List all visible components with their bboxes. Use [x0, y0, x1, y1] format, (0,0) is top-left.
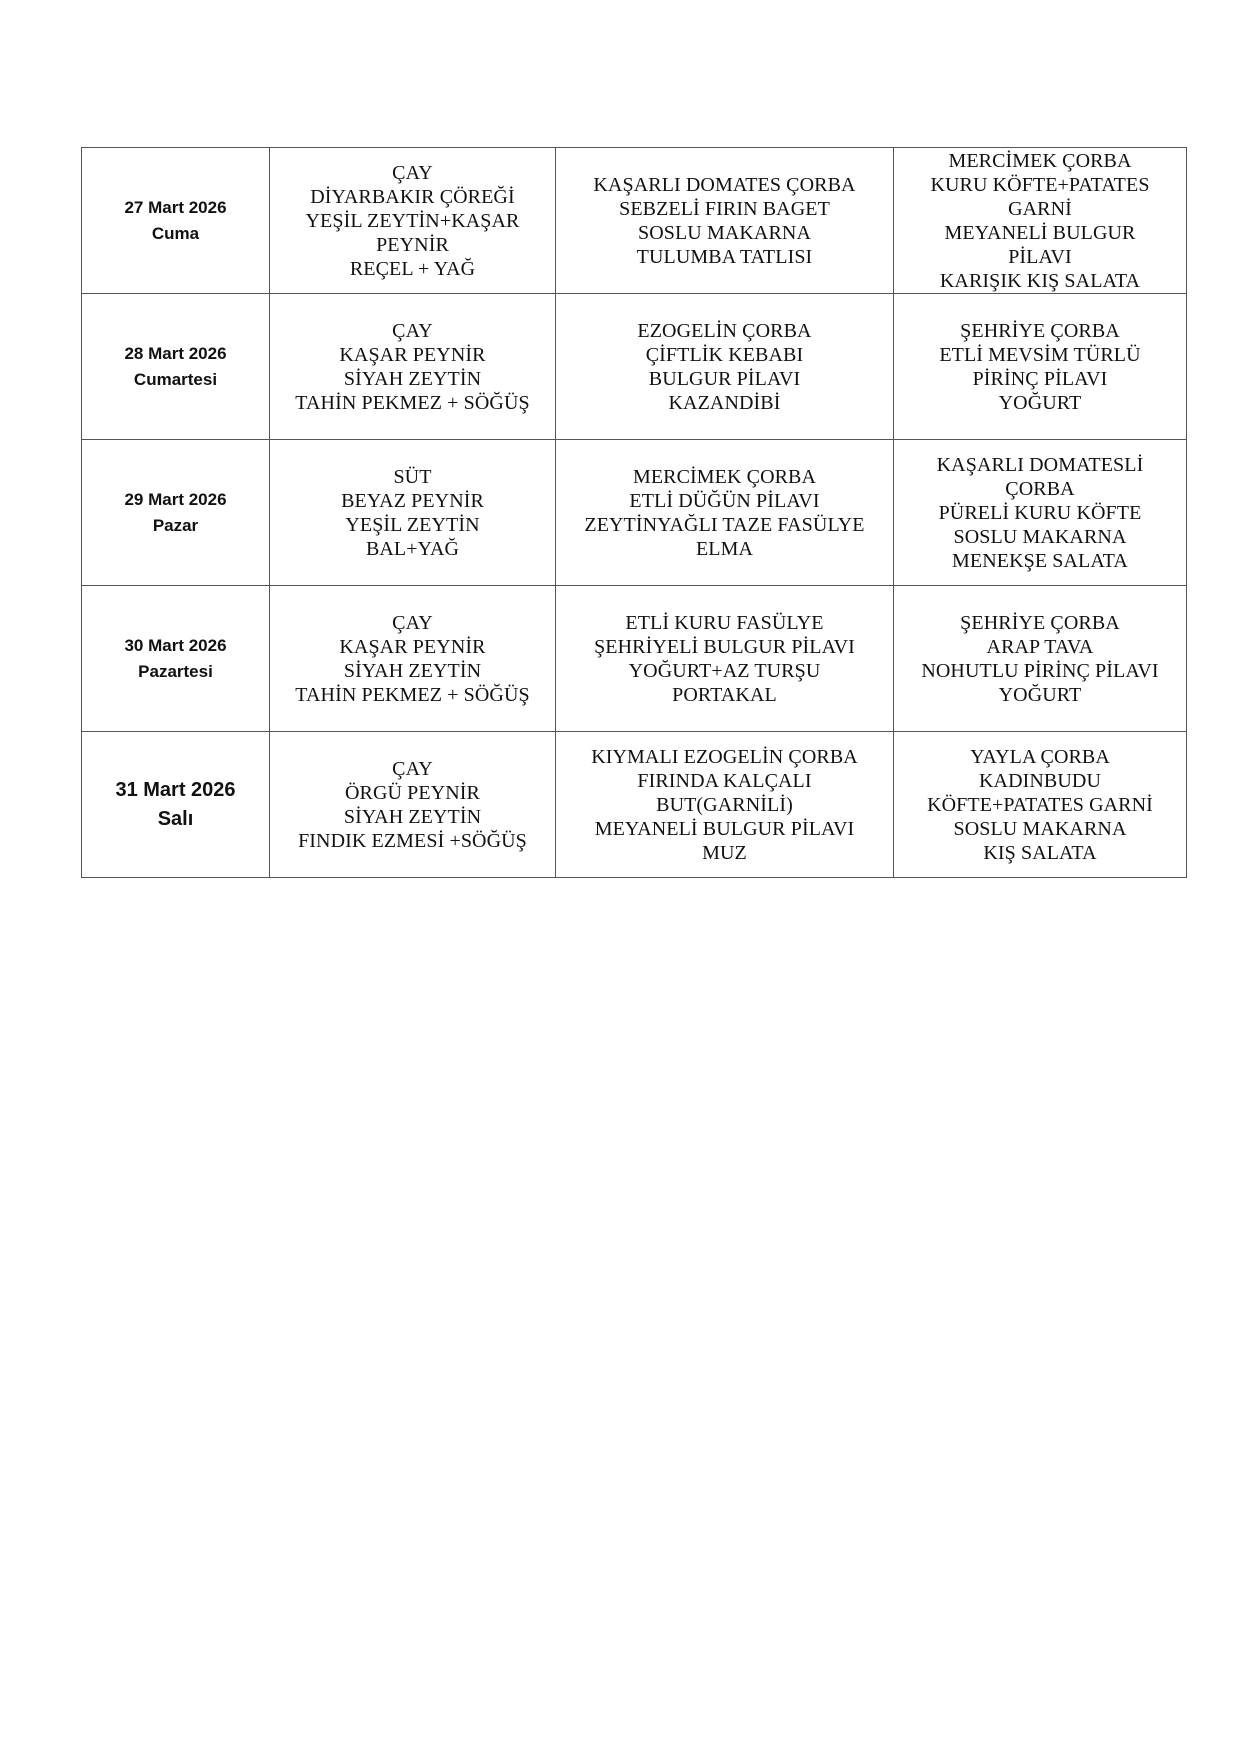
- date-cell: [82, 440, 270, 586]
- menu-item: ÇORBA: [1005, 477, 1075, 500]
- menu-item: ÇAY: [392, 611, 433, 634]
- lunch-cell: [556, 732, 894, 878]
- dinner-cell: [894, 440, 1187, 586]
- meal-menu-table: [81, 147, 1187, 878]
- menu-item: MENEKŞE SALATA: [952, 549, 1128, 572]
- day-label: Pazartesi: [138, 661, 213, 681]
- breakfast-cell: [270, 294, 556, 440]
- table-row: [82, 440, 1187, 586]
- date-label: 27 Mart 2026: [124, 197, 227, 217]
- menu-item: KAŞARLI DOMATES ÇORBA: [593, 173, 856, 196]
- menu-item: PEYNİR: [376, 233, 449, 256]
- menu-item: SİYAH ZEYTİN: [343, 659, 482, 682]
- table-row: [82, 586, 1187, 732]
- menu-item: ETLİ KURU FASÜLYE: [625, 611, 824, 634]
- day-label: Pazar: [152, 515, 199, 535]
- breakfast-cell: [270, 440, 556, 586]
- date-cell: [82, 294, 270, 440]
- dinner-cell: [894, 732, 1187, 878]
- menu-item: KAŞAR PEYNİR: [339, 635, 486, 658]
- menu-item: YAYLA ÇORBA: [970, 745, 1110, 768]
- menu-item: YEŞİL ZEYTİN: [345, 513, 480, 536]
- menu-item: ÇAY: [392, 757, 433, 780]
- menu-item: BAL+YAĞ: [365, 537, 460, 560]
- menu-item: KARIŞIK KIŞ SALATA: [939, 269, 1141, 292]
- menu-item: MERCİMEK ÇORBA: [632, 465, 817, 488]
- menu-item: NOHUTLU PİRİNÇ PİLAVI: [921, 659, 1159, 682]
- menu-item: FIRINDA KALÇALI: [637, 769, 812, 792]
- menu-item: SİYAH ZEYTİN: [343, 367, 482, 390]
- menu-item: BULGUR PİLAVI: [648, 367, 801, 390]
- menu-item: KIYMALI EZOGELİN ÇORBA: [591, 745, 858, 768]
- dinner-cell: [894, 294, 1187, 440]
- dinner-cell: [894, 148, 1187, 294]
- menu-item: EZOGELİN ÇORBA: [637, 319, 812, 342]
- menu-item: KADINBUDU: [978, 769, 1101, 792]
- breakfast-cell: [270, 732, 556, 878]
- meal-menu-body: [82, 148, 1187, 878]
- menu-item: FINDIK EZMESİ +SÖĞÜŞ: [298, 829, 527, 852]
- date-label: 29 Mart 2026: [124, 489, 227, 509]
- menu-item: PİLAVI: [1008, 245, 1072, 268]
- menu-item: ŞEHRİYELİ BULGUR PİLAVI: [594, 635, 855, 658]
- date-cell: [82, 732, 270, 878]
- menu-item: KURU KÖFTE+PATATES: [930, 173, 1150, 196]
- menu-item: REÇEL + YAĞ: [349, 257, 476, 280]
- menu-item: ELMA: [695, 537, 754, 560]
- menu-item: ÇAY: [392, 161, 433, 184]
- lunch-cell: [556, 586, 894, 732]
- menu-item: MERCİMEK ÇORBA: [948, 149, 1132, 172]
- menu-item: SEBZELİ FIRIN BAGET: [619, 197, 830, 220]
- date-label: 31 Mart 2026: [115, 778, 236, 801]
- lunch-cell: [556, 148, 894, 294]
- date-cell: [82, 586, 270, 732]
- lunch-cell: [556, 294, 894, 440]
- day-label: Salı: [157, 807, 194, 830]
- menu-item: MUZ: [702, 841, 747, 864]
- menu-item: PÜRELİ KURU KÖFTE: [938, 501, 1142, 524]
- menu-item: SOSLU MAKARNA: [953, 817, 1127, 840]
- menu-item: ÖRGÜ PEYNİR: [345, 781, 480, 804]
- menu-item: PİRİNÇ PİLAVI: [972, 367, 1108, 390]
- menu-item: DİYARBAKIR ÇÖREĞİ: [310, 185, 515, 208]
- breakfast-cell: [270, 586, 556, 732]
- menu-item: TULUMBA TATLISI: [636, 245, 813, 268]
- menu-item: MEYANELİ BULGUR PİLAVI: [594, 817, 855, 840]
- menu-item: BEYAZ PEYNİR: [341, 489, 484, 512]
- menu-item: MEYANELİ BULGUR: [944, 221, 1136, 244]
- table-row: [82, 732, 1187, 878]
- day-label: Cuma: [151, 223, 200, 243]
- menu-item: PORTAKAL: [672, 683, 777, 706]
- menu-item: ARAP TAVA: [986, 635, 1094, 658]
- menu-item: KIŞ SALATA: [983, 841, 1097, 864]
- menu-item: ETLİ DÜĞÜN PİLAVI: [629, 489, 820, 512]
- menu-item: ŞEHRİYE ÇORBA: [960, 611, 1120, 634]
- menu-item: ÇAY: [392, 319, 433, 342]
- date-cell: [82, 148, 270, 294]
- menu-item: YOĞURT+AZ TURŞU: [628, 659, 821, 682]
- menu-item: TAHİN PEKMEZ + SÖĞÜŞ: [295, 391, 530, 414]
- menu-item: SOSLU MAKARNA: [953, 525, 1127, 548]
- menu-item: YOĞURT: [998, 683, 1082, 706]
- menu-item: SÜT: [393, 465, 432, 488]
- menu-item: KÖFTE+PATATES GARNİ: [927, 793, 1153, 816]
- menu-item: ŞEHRİYE ÇORBA: [960, 319, 1120, 342]
- date-label: 28 Mart 2026: [124, 343, 227, 363]
- menu-item: YOĞURT: [998, 391, 1082, 414]
- menu-item: ZEYTİNYAĞLI TAZE FASÜLYE: [584, 513, 865, 536]
- table-row: [82, 294, 1187, 440]
- menu-item: SOSLU MAKARNA: [638, 221, 811, 244]
- day-label: Cumartesi: [133, 369, 218, 389]
- dinner-cell: [894, 586, 1187, 732]
- date-label: 30 Mart 2026: [124, 635, 227, 655]
- table-row: [82, 148, 1187, 294]
- menu-item: KAŞARLI DOMATESLİ: [936, 453, 1144, 476]
- menu-item: GARNİ: [1008, 197, 1072, 220]
- menu-item: KAZANDİBİ: [668, 391, 781, 414]
- menu-item: TAHİN PEKMEZ + SÖĞÜŞ: [295, 683, 530, 706]
- menu-item: KAŞAR PEYNİR: [339, 343, 486, 366]
- menu-item: BUT(GARNİLİ): [656, 793, 793, 816]
- menu-item: ETLİ MEVSİM TÜRLÜ: [939, 343, 1141, 366]
- lunch-cell: [556, 440, 894, 586]
- menu-item: SİYAH ZEYTİN: [343, 805, 482, 828]
- menu-item: YEŞİL ZEYTİN+KAŞAR: [305, 209, 520, 232]
- breakfast-cell: [270, 148, 556, 294]
- menu-item: ÇİFTLİK KEBABI: [645, 343, 804, 366]
